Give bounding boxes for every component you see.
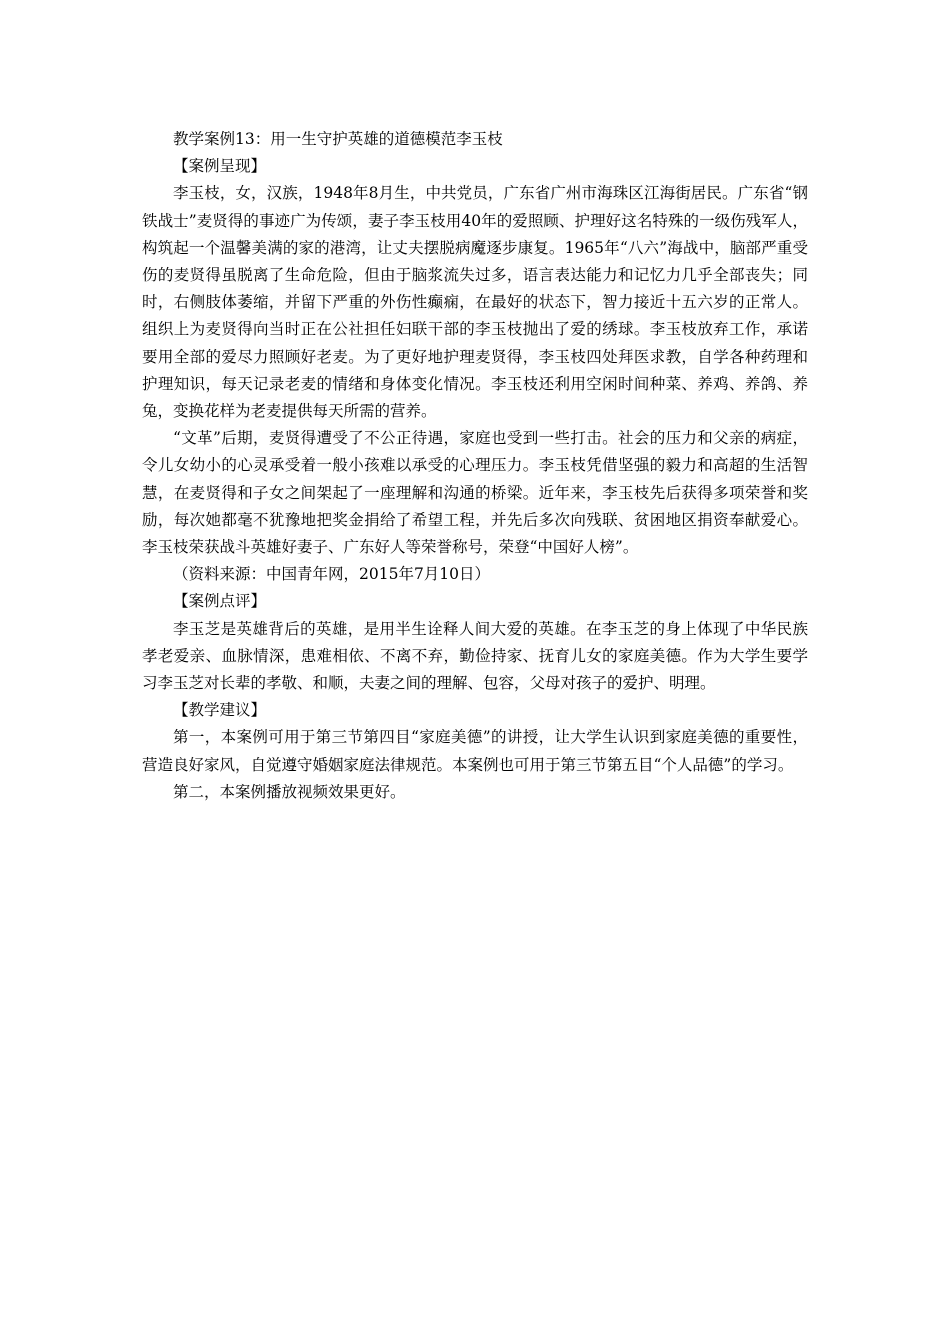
section-heading-comment: 【案例点评】 bbox=[173, 592, 267, 611]
paragraph-suggestion-2: 第二，本案例播放视频效果更好。 bbox=[173, 782, 406, 801]
paragraph-presentation-2: “文革”后期，麦贤得遭受了不公正待遇，家庭也受到一些打击。社会的压力和父亲的病症，令儿女幼小的心灵承受着一般小孩难以承受的心理压力。李玉枝凭借坚强的毅力和高超的生活智慧，在麦贤得和子女之间架起了一座理解和沟通的桥梁。近年来，李玉枝先后获得多项荣誉和奖励，每次她都毫不犹豫地把奖金捐给了希望工程，并先后多次向残联、贫困地区捐资奉献爱心。李玉枝荣获战斗英雄好妻子、广东好人等荣誉称号，荣登“中国好人榜”。 bbox=[142, 429, 808, 557]
source-citation: （资料来源：中国青年网，2015年7月10日） bbox=[173, 565, 491, 584]
section-heading-presentation: 【案例呈现】 bbox=[173, 157, 267, 176]
paragraph-presentation-1: 李玉枝，女，汉族，1948年8月生，中共党员，广东省广州市海珠区江海街居民。广东省“钢铁战士”麦贤得的事迹广为传颂，妻子李玉枝用40年的爱照顾、护理好这名特殊的一级伤残军人，构筑起一个温馨美满的家的港湾，让丈夫摆脱病魔逐步康复。1965年“八六”海战中，脑部严重受伤的麦贤得虽脱离了生命危险，但由于脑浆流失过多，语言表达能力和记忆力几乎全部丧失；同时，右侧肢体萎缩，并留下严重的外伤性癫痫，在最好的状态下，智力接近十五六岁的正常人。组织上为麦贤得向当时正在公社担任妇联干部的李玉枝抛出了爱的绣球。李玉枝放弃工作，承诺要用全部的爱尽力照顾好老麦。为了更好地护理麦贤得，李玉枝四处拜医求教，自学各种药理和护理知识，每天记录老麦的情绪和身体变化情况。李玉枝还利用空闲时间种菜、养鸡、养鸽、养兔，变换花样为老麦提供每天所需的营养。 bbox=[142, 184, 808, 421]
paragraph-comment-1: 李玉芝是英雄背后的英雄，是用半生诠释人间大爱的英雄。在李玉芝的身上体现了中华民族孝老爱亲、血脉情深，患难相依、不离不弃，勤俭持家、抚育儿女的家庭美德。作为大学生要学习李玉芝对长辈的孝敬、和顺，夫妻之间的理解、包容，父母对孩子的爱护、明理。 bbox=[142, 619, 808, 693]
document-body bbox=[142, 126, 808, 806]
section-heading-suggestion: 【教学建议】 bbox=[173, 701, 267, 720]
document-title: 教学案例13：用一生守护英雄的道德模范李玉枝 bbox=[173, 130, 503, 148]
paragraph-suggestion-1: 第一，本案例可用于第三节第四目“家庭美德”的讲授，让大学生认识到家庭美德的重要性，营造良好家风，自觉遵守婚姻家庭法律规范。本案例也可用于第三节第五目“个人品德”的学习。 bbox=[142, 728, 808, 774]
